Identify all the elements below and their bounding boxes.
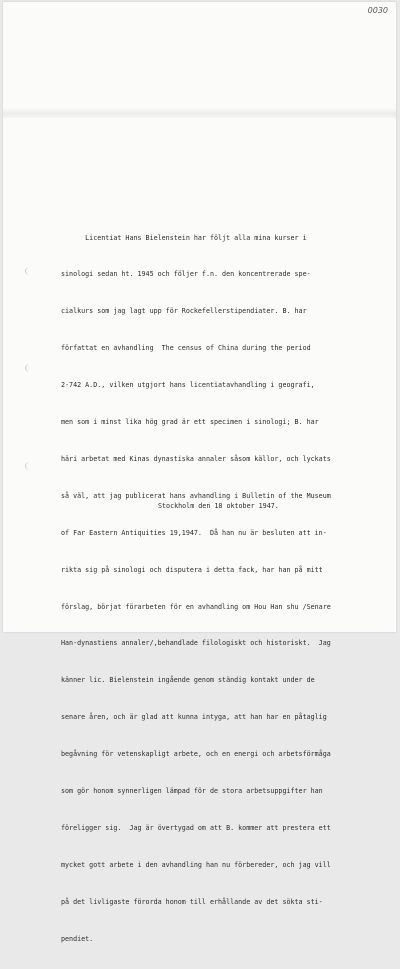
archive-number: 0030 [367, 6, 388, 15]
letter-line: pendiet. [61, 934, 94, 943]
letter-line: cialkurs som jag lagt upp för Rockefellerstipendiater. B. har [61, 307, 307, 316]
letter-body [61, 207, 396, 969]
letter-line: 2-742 A.D., vilken utgjort hans licentiatavhandling i geografi, [61, 381, 315, 390]
paper-fold [3, 108, 396, 118]
letter-line: rikta sig på sinologi och disputera i detta fack, har han på mitt [61, 565, 323, 574]
punch-hole-mark [25, 267, 34, 275]
letter-line: författat en avhandling The census of China during the period [61, 344, 311, 353]
letter-line: på det livligaste förorda honom till erhållande av det sökta sti- [61, 897, 323, 906]
punch-hole-mark [25, 462, 34, 470]
letter-line: häri arbetat med Kinas dynastiska annaler såsom källor, och lyckats [61, 454, 331, 463]
letter-line: Licentiat Hans Bielenstein har följt alla mina kurser i [61, 233, 307, 242]
letter-line: of Far Eastern Antiquities 19,1947. Då han nu är besluten att in- [61, 528, 327, 537]
letter-line: som gör honom synnerligen lämpad för de stora arbetsuppgifter han [61, 786, 323, 795]
place-date-line: Stockholm den 18 oktober 1947. [158, 502, 279, 510]
letter-line: föreligger sig. Jag är övertygad om att B. kommer att prestera ett [61, 823, 331, 832]
letter-line: senare åren, och är glad att kunna intyga, att han har en påtaglig [61, 713, 327, 722]
punch-hole-mark [25, 364, 34, 372]
letter-line: Han-dynastiens annaler/,behandlade filologiskt och historiskt. Jag [61, 639, 331, 648]
letter-line: så väl, att jag publicerat hans avhandling i Bulletin of the Museum [61, 491, 331, 500]
letter-line: begåvning för vetenskapligt arbete, och en energi och arbetsförmåga [61, 750, 331, 759]
letter-line: förslag, börjat förarbeten för en avhandling om Hou Han shu /Senare [61, 602, 331, 611]
letter-line: känner lic. Bielenstein ingående genom ständig kontakt under de [61, 676, 315, 685]
letter-line: sinologi sedan ht. 1945 och följer f.n. den koncentrerade spe- [61, 270, 311, 279]
letter-line: men som i minst lika hög grad är ett specimen i sinologi; B. har [61, 418, 319, 427]
letter-line: mycket gott arbete i den avhandling han nu förbereder, och jag vill [61, 860, 331, 869]
letter-page [3, 2, 396, 943]
